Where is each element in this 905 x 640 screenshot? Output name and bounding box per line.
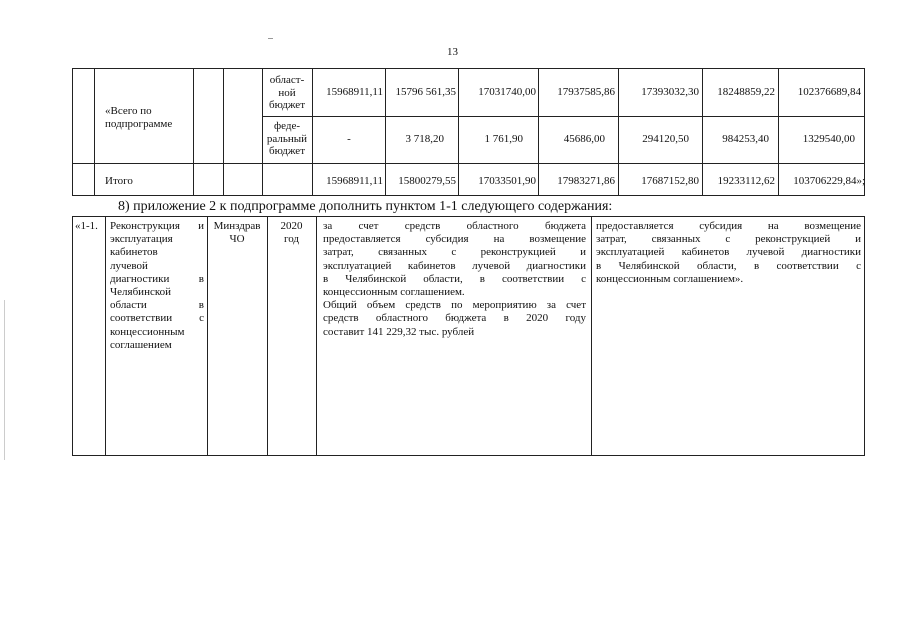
value-cell: 17937585,86 — [557, 86, 615, 98]
expected-result: предоставляется субсидия на возмещение затрат, связанных с реконструкцией и эксплуатацией кабинетов лучевой диагностики в Челябинской области, в соответствии с концессионным соглашением». — [596, 220, 861, 285]
col-divider — [223, 69, 224, 195]
value-cell: - — [347, 133, 351, 145]
value-cell: 45686,00 — [563, 133, 605, 145]
col-divider — [591, 217, 592, 455]
value-cell: 984253,40 — [722, 133, 769, 145]
col-divider — [193, 69, 194, 195]
value-cell: 17687152,80 — [641, 175, 699, 187]
scan-speck — [268, 38, 273, 39]
col-divider — [207, 217, 208, 455]
value-cell: 15796 561,35 — [395, 86, 456, 98]
measure-table — [72, 216, 865, 456]
row-divider — [73, 163, 864, 164]
value-cell: 1 761,90 — [484, 133, 523, 145]
value-cell: 18248859,22 — [717, 86, 775, 98]
value-cell: 102376689,84 — [797, 86, 861, 98]
value-cell: 17033501,90 — [478, 175, 536, 187]
scan-edge-mark — [4, 300, 5, 460]
value-cell: 17393032,30 — [641, 86, 699, 98]
value-cell: 17031740,00 — [478, 86, 536, 98]
financing-description: за счет средств областного бюджета предоставляется субсидия на возмещение затрат, связанных с реконструкцией и эксплуатацией кабинетов лучевой диагностики в Челябинской области, в соответствии с концессионным соглашением. Общий объем средств по мероприятию за счет средств областного бюджета в 2020 году составит 141 229,32 тыс. рублей — [323, 220, 586, 338]
value-cell: 1329540,00 — [802, 133, 855, 145]
source-label: област- ной бюджет — [269, 74, 305, 111]
budget-table — [72, 68, 865, 196]
row-divider — [262, 116, 864, 117]
measure-name: Реконструкция и эксплуатация кабинетов лучевой диагностики в Челябинской области в соответствии с концессионным соглашением — [110, 220, 204, 351]
value-cell: 103706229,84»; — [793, 175, 865, 187]
year: 2020 год — [280, 220, 303, 246]
vsego-label: «Всего по подпрограмме — [105, 105, 173, 130]
value-cell: 15968911,11 — [326, 175, 383, 187]
total-label: Итого — [105, 175, 133, 187]
col-divider — [316, 217, 317, 455]
executor: Минздрав ЧО — [213, 220, 261, 246]
value-cell: 294120,50 — [642, 133, 689, 145]
value-cell: 15968911,11 — [326, 86, 383, 98]
source-label: феде- ральный бюджет — [266, 120, 308, 157]
col-divider — [105, 217, 106, 455]
page-number: 13 — [447, 46, 458, 58]
value-cell: 19233112,62 — [717, 175, 775, 187]
section-heading: 8) приложение 2 к подпрограмме дополнить пунктом 1-1 следующего содержания: — [118, 199, 613, 214]
col-divider — [267, 217, 268, 455]
item-number: «1-1. — [75, 220, 98, 232]
col-divider — [94, 69, 95, 195]
value-cell: 15800279,55 — [398, 175, 456, 187]
value-cell: 17983271,86 — [557, 175, 615, 187]
value-cell: 3 718,20 — [405, 133, 444, 145]
